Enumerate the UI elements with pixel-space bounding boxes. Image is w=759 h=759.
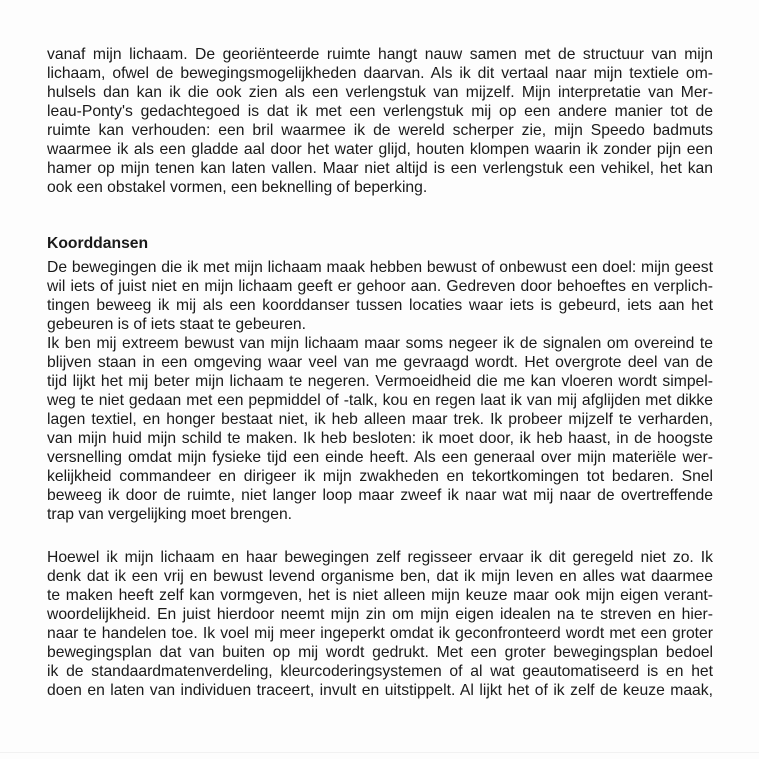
text-line: naar te handelen toe. Ik voel mij meer ingeperkt omdat ik geconfronteerd wordt met een groter: [47, 625, 713, 642]
paragraph-1: [47, 45, 713, 197]
text-line: te maken heeft zelf kan vormgeven, het is niet alleen mijn keuze maar ook mijn eigen verant-: [47, 587, 713, 604]
text-line: van mijn huid mijn schild te maken. Ik heb besloten: ik moet door, ik heb haast, in de hoogste: [47, 430, 713, 447]
text-line: tingen beweeg ik mij als een koorddanser tussen locaties waar iets is gebeurd, iets aan het: [47, 297, 713, 314]
page-edge-rule: [0, 752, 759, 753]
text-line: trap van vergelijking moet brengen.: [47, 506, 293, 523]
section-heading: Koorddansen: [47, 235, 149, 252]
text-line: wil iets of juist niet en mijn lichaam geeft er gehoor aan. Gedreven door behoeftes en verplich-: [47, 278, 713, 295]
text-column: [47, 45, 713, 700]
text-line: lichaam, ofwel de bewegingsmogelijkheden daarvan. Als ik dit vertaal naar mijn textiele om-: [47, 65, 713, 82]
text-line: kelijkheid commandeer en dirigeer ik mijn zwakheden en tekortkomingen tot bedaren. Snel: [47, 468, 713, 485]
text-line: waarmee ik als een gladde aal door het water glijd, houten klompen waarin ik zonder pijn een: [47, 141, 713, 158]
text-line: Ik ben mij extreem bewust van mijn lichaam maar soms negeer ik de signalen om overeind te: [47, 335, 713, 352]
text-line: leau-Ponty's gedachtegoed is dat ik met een verlengstuk mij op een andere manier tot de: [47, 103, 713, 120]
text-line: beweeg ik door de ruimte, niet langer loop maar zweef ik naar wat mij naar de overtreffende: [47, 487, 713, 504]
text-line: woordelijkheid. En juist hierdoor neemt mijn zin om mijn eigen idealen na te streven en hier-: [47, 606, 713, 623]
text-line: blijven staan in een omgeving waar veel van me gevraagd wordt. Het overgrote deel van de: [47, 354, 713, 371]
text-line: ik de standaardmatenverdeling, kleurcoderingsystemen of al wat geautomatiseerd is en het: [47, 663, 713, 680]
text-line: hamer op mijn tenen kan laten vallen. Maar niet altijd is een verlengstuk een vehikel, het kan: [47, 160, 713, 177]
text-line: hulsels dan kan ik die ook zien als een verlengstuk van mijzelf. Mijn interpretatie van Mer-: [47, 84, 713, 101]
text-line: Hoewel ik mijn lichaam en haar bewegingen zelf regisseer ervaar ik dit geregeld niet zo. Ik: [47, 549, 713, 566]
paragraph-4: [47, 548, 713, 700]
text-line: De bewegingen die ik met mijn lichaam maak hebben bewust of onbewust een doel: mijn geest: [47, 259, 713, 276]
text-line: doen en laten van individuen traceert, invult en uitstippelt. Al lijkt het of ik zelf de keuze maak,: [47, 682, 713, 699]
text-line: ook een obstakel vormen, een beknelling of beperking.: [47, 179, 428, 196]
text-line: vanaf mijn lichaam. De georiënteerde ruimte hangt nauw samen met de structuur van mijn: [47, 46, 713, 63]
text-line: weg te niet gedaan met een pepmiddel of -talk, kou en regen laat ik van mij afglijden met dikke: [47, 392, 713, 409]
text-line: lagen textiel, en honger bestaat niet, ik heb alleen maar trek. Ik probeer mijzelf te verharden,: [47, 411, 713, 428]
text-line: bewegingsplan dat van buiten op mij wordt gedrukt. Met een groter bewegingsplan bedoel: [47, 644, 713, 661]
text-line: gebeuren is of iets staat te gebeuren.: [47, 316, 307, 333]
paragraph-3: [47, 334, 713, 524]
text-line: ruimte kan verhouden: een bril waarmee ik de wereld scherper zie, mijn Speedo badmuts: [47, 122, 713, 139]
paragraph-2: [47, 258, 713, 334]
text-line: tijd lijkt het mij beter mijn lichaam te negeren. Vermoeidheid die me kan vloeren wordt simpel-: [47, 373, 713, 390]
text-line: versnelling omdat mijn fysieke tijd een einde heeft. Als een generaal over mijn materiële wer-: [47, 449, 713, 466]
text-line: denk dat ik een vrij en bewust levend organisme ben, dat ik mijn leven en alles wat daarmee: [47, 568, 713, 585]
